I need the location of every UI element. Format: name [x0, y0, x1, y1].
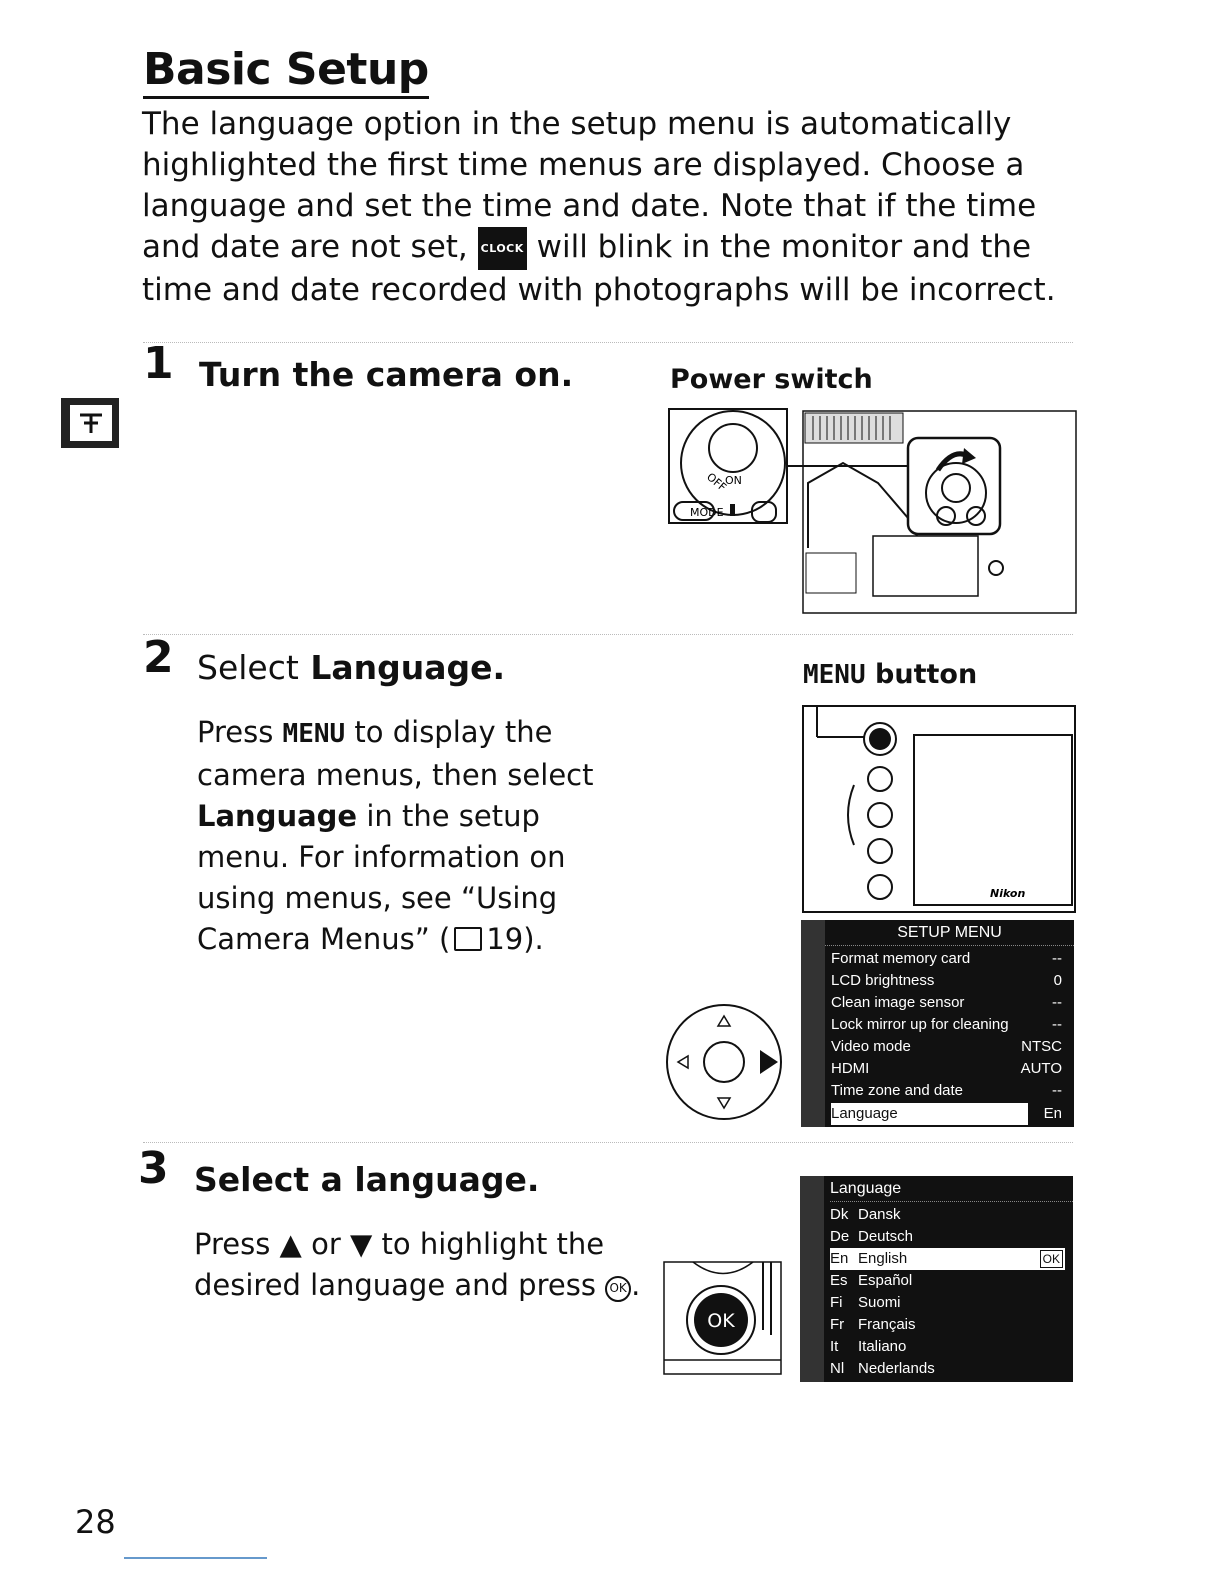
- step-1-heading: Turn the camera on.: [199, 355, 574, 394]
- language-code: Fr: [830, 1316, 845, 1333]
- nikon-logo: Nikon: [990, 887, 1026, 900]
- text: .: [631, 1268, 641, 1302]
- separator: [143, 634, 1073, 635]
- up-arrow-icon: ▲: [279, 1227, 302, 1261]
- language-option-francais[interactable]: [830, 1314, 1065, 1336]
- separator: [143, 342, 1073, 343]
- menu-item-label: HDMI: [831, 1060, 870, 1077]
- off-label: OFF: [704, 470, 729, 494]
- menu-item-label: Time zone and date: [831, 1082, 964, 1099]
- language-menu-title: Language: [830, 1180, 1073, 1202]
- menu-item-language-value-cell: [1031, 1103, 1066, 1125]
- menu-item-format-memory-card[interactable]: [831, 948, 1066, 970]
- menu-item-clean-image-sensor[interactable]: [831, 992, 1066, 1014]
- menu-tab-strip: [801, 920, 825, 1127]
- clock-icon: CLOCK: [478, 227, 527, 270]
- page-title: Basic Setup: [143, 44, 429, 99]
- menu-item-hdmi[interactable]: [831, 1058, 1066, 1080]
- power-switch-caption: Power switch: [670, 364, 873, 395]
- ok-button-label: OK: [707, 1310, 735, 1332]
- text: Press: [197, 715, 274, 749]
- language-code: Nl: [830, 1360, 845, 1377]
- menu-item-label: Format memory card: [831, 950, 971, 967]
- intro-paragraph: [142, 104, 1102, 311]
- ok-button-illustration: [663, 1260, 783, 1378]
- text: button: [875, 659, 978, 690]
- step-2-body: [197, 712, 637, 960]
- menu-item-video-mode[interactable]: [831, 1036, 1066, 1058]
- text: Press: [194, 1227, 271, 1261]
- menu-item-label: Lock mirror up for cleaning: [831, 1016, 1009, 1033]
- menu-item-lcd-brightness[interactable]: [831, 970, 1066, 992]
- language-option-nederlands[interactable]: [830, 1358, 1065, 1380]
- menu-button-illustration: [802, 705, 1076, 915]
- page-rule: [124, 1557, 267, 1559]
- language-code: En: [830, 1250, 849, 1267]
- intro-text-1: The language option in the setup menu is automatically highlighted the first time menus are displayed. Choose a language and set the time and date. Note that if the time and date are not set,: [142, 106, 1037, 265]
- multi-selector-right: [664, 1002, 784, 1122]
- language-menu-screen: [800, 1176, 1073, 1382]
- menu-item-value: NTSC: [1021, 1038, 1062, 1055]
- menu-item-value: 0: [1053, 972, 1062, 989]
- menu-item-value: AUTO: [1020, 1060, 1062, 1077]
- language-code: Es: [830, 1272, 848, 1289]
- down-arrow-icon: ▼: [349, 1227, 373, 1261]
- page-number: 28: [75, 1503, 116, 1541]
- power-switch-illustration: [668, 408, 1078, 616]
- text: or: [311, 1227, 341, 1261]
- language-name: Dansk: [858, 1206, 901, 1223]
- language-name: English: [858, 1250, 908, 1267]
- language-code: Fi: [830, 1294, 843, 1311]
- menu-item-label: Clean image sensor: [831, 994, 965, 1011]
- step-1-number: 1: [143, 338, 174, 389]
- menu-item-value: --: [1052, 994, 1062, 1011]
- text: to display the camera menus, then select: [197, 715, 594, 792]
- step-2-heading-language: Language.: [310, 648, 506, 687]
- menu-item-label: LCD brightness: [831, 972, 935, 989]
- book-icon: [454, 927, 482, 951]
- text: to highlight the desired language and press: [194, 1227, 605, 1302]
- setup-menu-screen: [801, 920, 1074, 1127]
- language-option-english[interactable]: [830, 1248, 1065, 1270]
- language-name: Deutsch: [858, 1228, 914, 1245]
- menu-item-value: --: [1052, 1082, 1062, 1099]
- language-option-italiano[interactable]: [830, 1336, 1065, 1358]
- step-2-heading-prefix: Select: [197, 648, 299, 687]
- mode-label: MODE: [690, 506, 724, 519]
- text: in the setup menu. For information on using menus, see “Using Camera Menus” (: [197, 799, 566, 956]
- setup-chapter-icon: [60, 397, 120, 449]
- page-reference: 19).: [486, 922, 544, 956]
- menu-item-value: --: [1052, 1016, 1062, 1033]
- language-name: Italiano: [858, 1338, 907, 1355]
- menu-item-label: Video mode: [831, 1038, 911, 1055]
- language-name: Español: [858, 1272, 913, 1289]
- setup-menu-title: SETUP MENU: [825, 924, 1074, 946]
- language-code: It: [830, 1338, 839, 1355]
- step-2-heading: [197, 648, 505, 688]
- ok-button-icon: OK: [605, 1276, 631, 1302]
- language-name: Français: [858, 1316, 916, 1333]
- step-3-heading-text: Select a language.: [194, 1160, 540, 1199]
- menu-item-label: Language: [831, 1105, 898, 1122]
- menu-key: MENU: [282, 719, 346, 749]
- step-3-number: 3: [138, 1143, 169, 1194]
- menu-item-lock-mirror-up[interactable]: [831, 1014, 1066, 1036]
- language-option-suomi[interactable]: [830, 1292, 1065, 1314]
- menu-tab-strip: [800, 1176, 824, 1382]
- menu-button-caption: [803, 659, 977, 690]
- menu-key: MENU: [803, 660, 866, 690]
- step-3-heading: [194, 1160, 539, 1200]
- language-keyword: Language: [197, 799, 358, 833]
- separator: [143, 1142, 1073, 1143]
- language-code: De: [830, 1228, 850, 1245]
- menu-item-value: En: [1043, 1105, 1062, 1122]
- step-2-number: 2: [143, 632, 174, 683]
- language-name: Nederlands: [858, 1360, 935, 1377]
- language-option-dansk[interactable]: [830, 1204, 1065, 1226]
- ok-tag: OK: [1040, 1250, 1063, 1268]
- intro-text-2: will blink in the monitor and the time and date recorded with photographs will be incorrect.: [142, 229, 1056, 308]
- language-name: Suomi: [858, 1294, 901, 1311]
- step-3-body: [194, 1224, 654, 1306]
- menu-item-time-zone-and-date[interactable]: [831, 1080, 1066, 1102]
- menu-item-value: --: [1052, 950, 1062, 967]
- menu-item-language[interactable]: [831, 1103, 1028, 1125]
- language-option-espanol[interactable]: [830, 1270, 1065, 1292]
- on-label: ON: [725, 474, 742, 487]
- language-code: Dk: [830, 1206, 849, 1223]
- language-option-deutsch[interactable]: [830, 1226, 1065, 1248]
